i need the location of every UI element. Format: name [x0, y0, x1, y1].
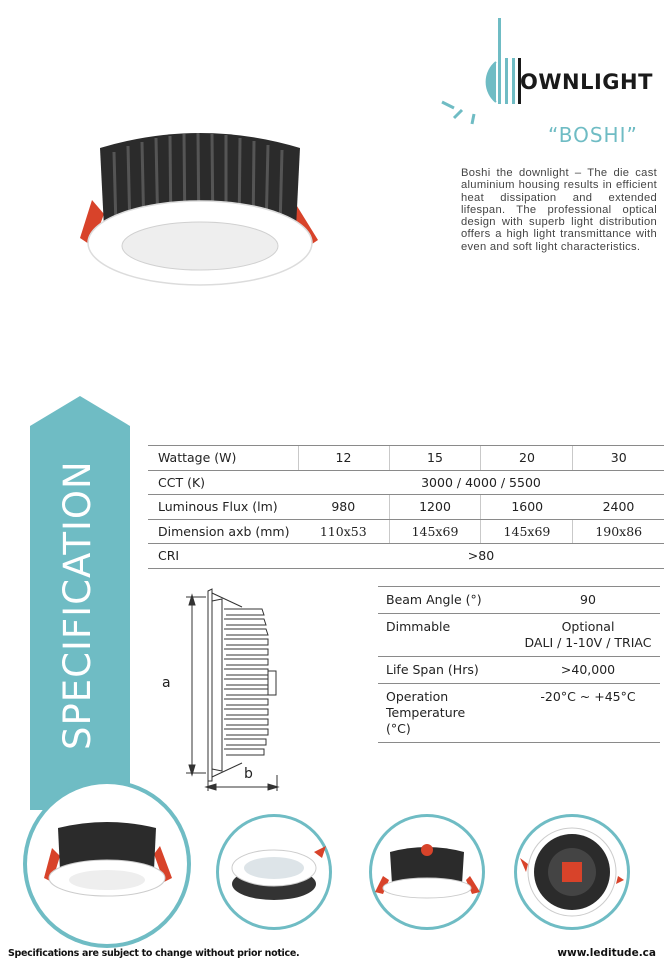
cell-flux-15: 1200	[389, 495, 481, 520]
product-photo-strip	[0, 780, 668, 950]
cell-flux-12: 980	[298, 495, 389, 520]
table-row	[378, 657, 660, 684]
cell-dim-30: 190x86	[573, 519, 664, 544]
cell-flux-20: 1600	[481, 495, 573, 520]
table-row	[148, 519, 664, 544]
table-row	[378, 587, 660, 614]
cell-beam-angle: 90	[516, 587, 660, 614]
cell-dimmable	[516, 614, 660, 657]
table-row	[378, 684, 660, 743]
temp-label-line-1: Operation	[386, 689, 449, 704]
cell-cct: 3000 / 4000 / 5500	[298, 470, 664, 495]
dimension-label-a: a	[162, 675, 171, 691]
row-label-cct: CCT (K)	[148, 470, 298, 495]
row-label-dimmable: Dimmable	[378, 614, 516, 657]
cell-wattage-12: 12	[298, 446, 389, 471]
cell-operation-temperature: -20°C ~ +45°C	[516, 684, 660, 743]
table-row	[148, 470, 664, 495]
dimmable-line-2: DALI / 1-10V / TRIAC	[524, 635, 652, 650]
footer-website-link[interactable]: www.leditude.ca	[557, 947, 656, 959]
table-row	[148, 544, 664, 569]
table-row	[148, 495, 664, 520]
cell-wattage-30: 30	[573, 446, 664, 471]
table-row	[378, 614, 660, 657]
table-row	[148, 446, 664, 471]
brand-title: OWNLIGHT	[520, 70, 653, 94]
temp-label-line-2: Temperature	[386, 705, 466, 720]
temp-label-line-3: (°C)	[386, 721, 411, 736]
spec-table	[148, 445, 664, 569]
footer-notice: Specifications are subject to change without prior notice.	[8, 948, 300, 959]
cell-flux-30: 2400	[573, 495, 664, 520]
row-label-beam-angle: Beam Angle (°)	[378, 587, 516, 614]
downlight-product-image	[70, 118, 330, 298]
dimension-drawing	[150, 585, 290, 795]
specification-heading: SPECIFICATION	[56, 460, 99, 750]
row-label-life-span: Life Span (Hrs)	[378, 657, 516, 684]
cell-wattage-20: 20	[481, 446, 573, 471]
dimension-label-b: b	[244, 766, 253, 782]
row-label-cri: CRI	[148, 544, 298, 569]
photo-front-view	[44, 822, 172, 896]
cell-dim-15: 145x69	[389, 519, 481, 544]
row-label-operation-temperature	[378, 684, 516, 743]
row-label-luminous-flux: Luminous Flux (lm)	[148, 495, 298, 520]
cell-dim-20: 145x69	[481, 519, 573, 544]
cell-wattage-15: 15	[389, 446, 481, 471]
cell-life-span: >40,000	[516, 657, 660, 684]
row-label-dimension: Dimension axb (mm)	[148, 519, 298, 544]
product-description: Boshi the downlight – The die cast aluminium housing results in efficient heat dissipation and extended lifespan. The professional optical design with superb light distribution offers a high light transmittance with even and soft light characteristics.	[461, 167, 657, 253]
cell-dim-12: 110x53	[298, 519, 389, 544]
cell-cri: >80	[298, 544, 664, 569]
product-name: “BOSHI”	[548, 123, 638, 147]
spec-table-secondary	[378, 586, 660, 743]
row-label-wattage: Wattage (W)	[148, 446, 298, 471]
dimmable-line-1: Optional	[561, 619, 615, 634]
